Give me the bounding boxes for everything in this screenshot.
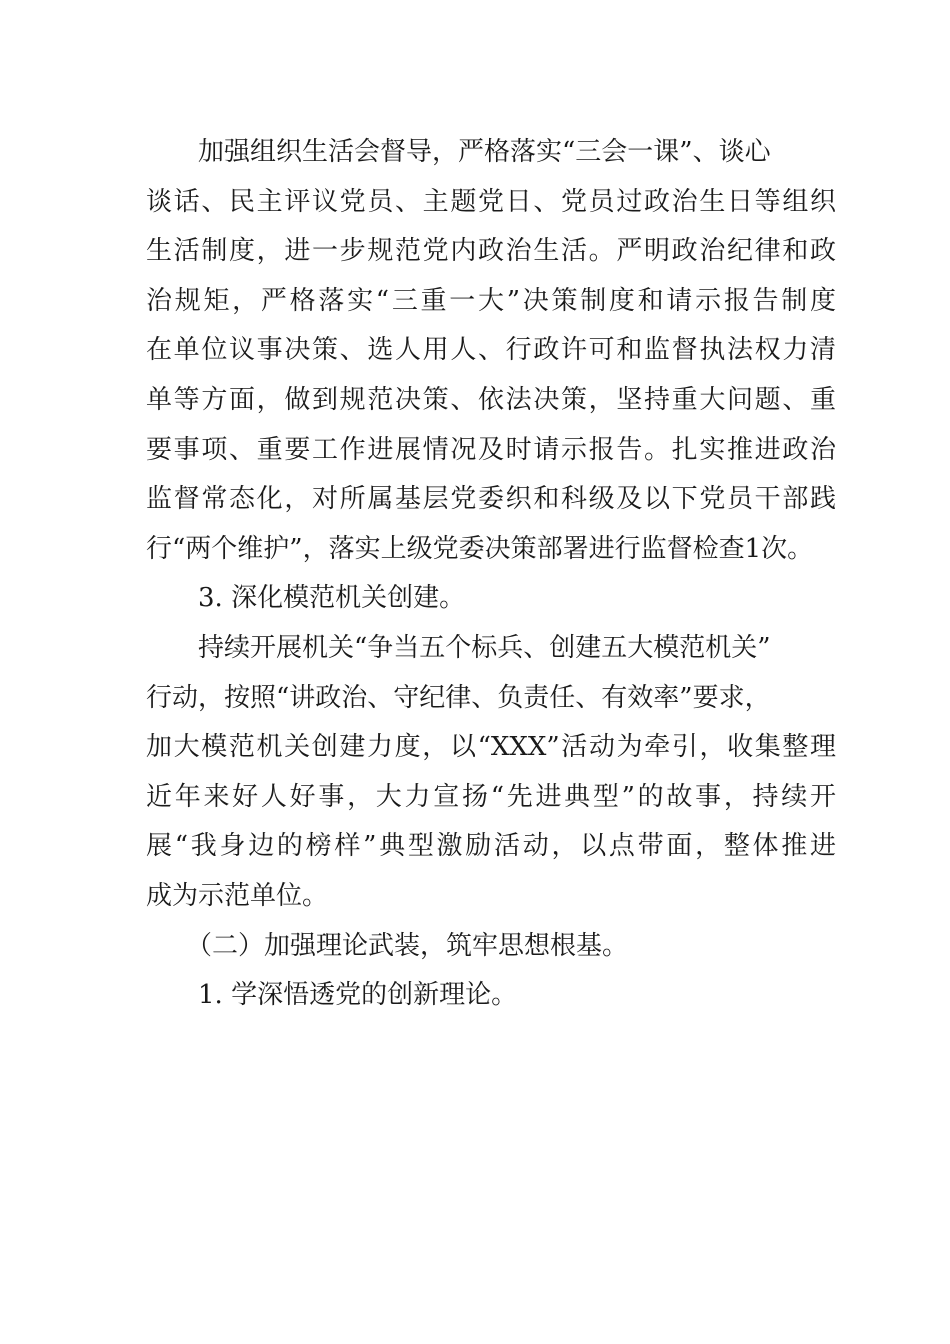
paragraph-line: 行“两个维护”，落实上级党委决策部署进行监督检查1次。 (146, 533, 814, 564)
paragraph-line: 行动，按照“讲政治、守纪律、负责任、有效率”要求， (146, 682, 771, 713)
paragraph-line: 要事项、重要工作进展情况及时请示报告。扎实推进政治 (146, 434, 836, 465)
section-heading: （二）加强理论武装，筑牢思想根基。 (186, 930, 629, 961)
paragraph-line: 成为示范单位。 (146, 880, 329, 911)
document-body (146, 128, 836, 1021)
paragraph-line: 近年来好人好事，大力宣扬“先进典型”的故事，持续开 (146, 781, 836, 812)
paragraph-line: 加强组织生活会督导，严格落实“三会一课”、谈心 (198, 137, 771, 167)
paragraph-line: 治规矩，严格落实“三重一大”决策制度和请示报告制度 (146, 285, 836, 316)
paragraph-line: 持续开展机关“争当五个标兵、创建五大模范机关” (198, 632, 771, 663)
paragraph-line: 单等方面，做到规范决策、依法决策，坚持重大问题、重 (146, 384, 836, 415)
paragraph-line: 展“我身边的榜样”典型激励活动，以点带面，整体推进 (146, 831, 836, 862)
subsection-heading: 1. 学深悟透党的创新理论。 (198, 980, 518, 1011)
paragraph-line: 谈话、民主评议党员、主题党日、党员过政治生日等组织 (146, 186, 836, 217)
paragraph-line: 加大模范机关创建力度，以“XXX”活动为牵引，收集整理 (146, 732, 836, 763)
subsection-heading: 3. 深化模范机关创建。 (198, 583, 466, 614)
paragraph-line: 在单位议事决策、选人用人、行政许可和监督执法权力清 (146, 335, 836, 366)
paragraph-line: 生活制度，进一步规范党内政治生活。严明政治纪律和政 (146, 236, 836, 267)
paragraph-line: 监督常态化，对所属基层党委织和科级及以下党员干部践 (146, 484, 836, 515)
